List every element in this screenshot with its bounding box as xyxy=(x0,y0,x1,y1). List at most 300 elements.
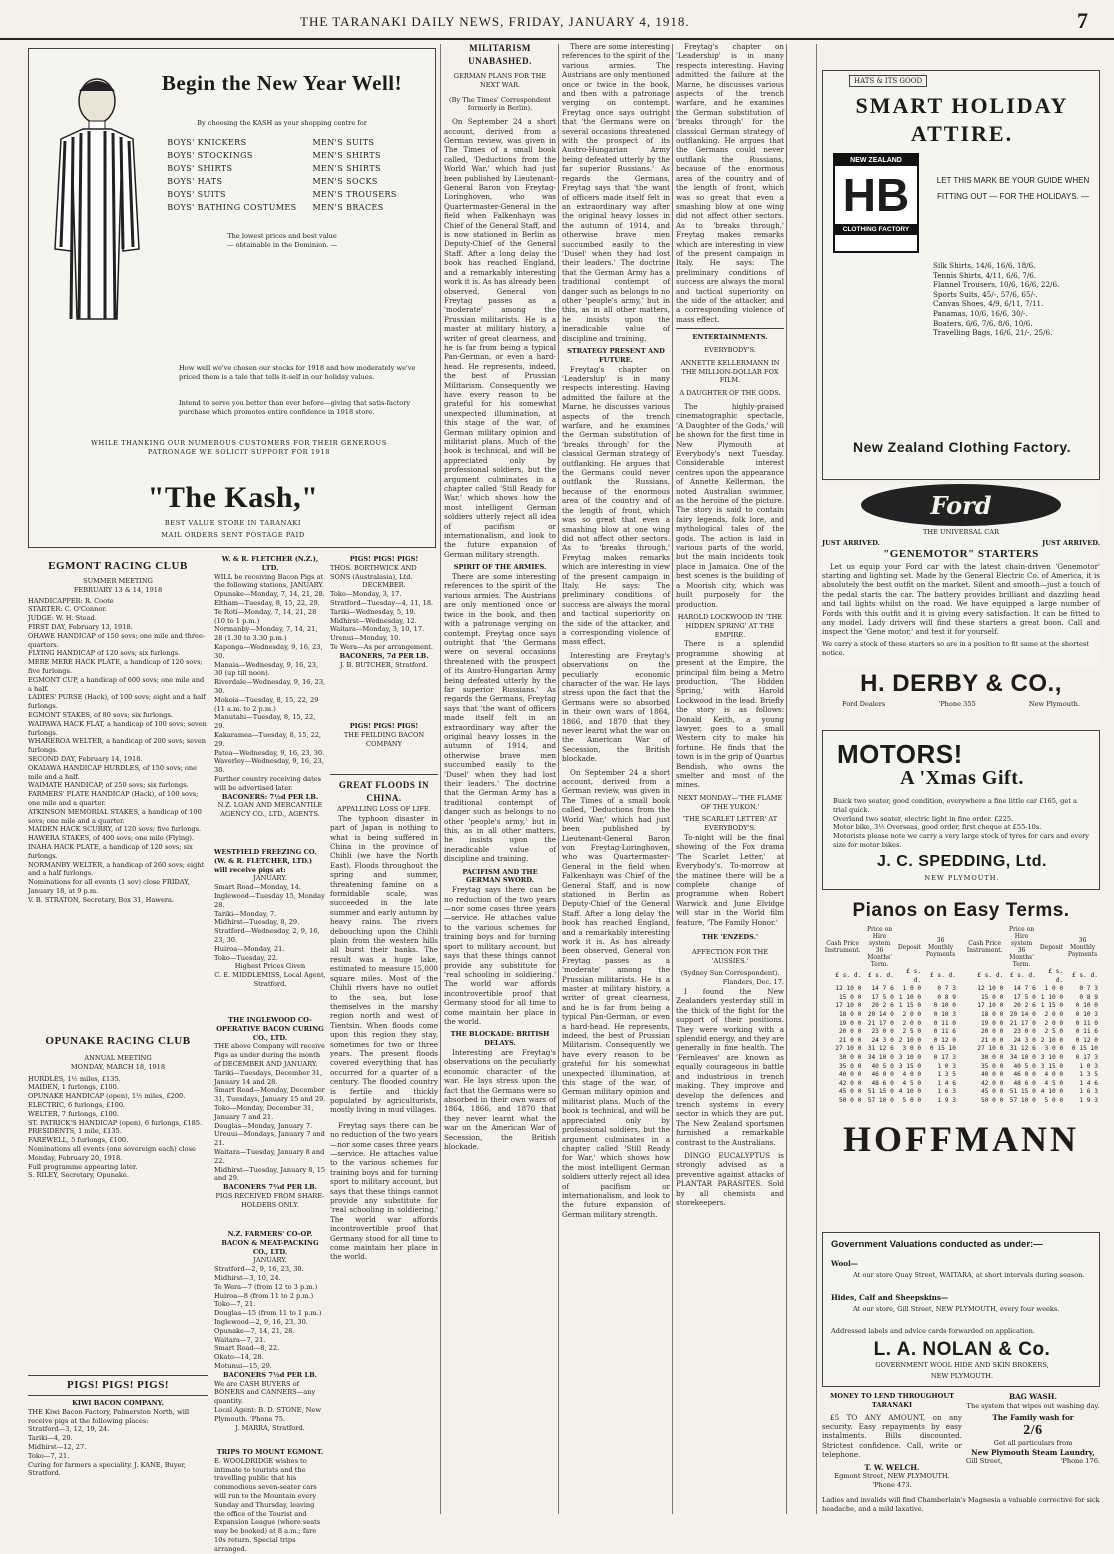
piano-price-cell: 3 10 0 xyxy=(898,1053,922,1061)
piano-col-head: Cash Price Instrument. xyxy=(824,940,861,954)
piano-price-cell: 1 9 3 xyxy=(1079,1096,1098,1104)
hb-clothing-logo xyxy=(833,153,919,253)
opunake-racing-title: OPUNAKE RACING CLUB xyxy=(45,1035,191,1047)
piano-price-cell: 30 0 0 xyxy=(980,1053,1004,1061)
piano-price-cell: 2 5 0 xyxy=(902,1028,922,1036)
fletcher-text: WILL be receiving Bacon Pigs at the following stations, JANUARY. xyxy=(214,572,324,590)
piano-price-row xyxy=(964,1037,1100,1046)
pacifism-body-2: Freytag says there can be no reduction of the two years—nor some cases three years—service. He attaches value to the various schemes for training boys and for turning sport to military account, but says that these things cannot provide any substitute for 'real schooling in soldiering.' The world war affords incontrovertible proof that Germany stood for all time to come maintain her place in the world. xyxy=(444,885,556,1026)
piano-price-cell: 14 7 6 xyxy=(1013,985,1036,993)
piano-price-cell: 0 15 10 xyxy=(1071,1045,1098,1053)
piano-price-cell: 0 8 9 xyxy=(937,993,956,1001)
pacifism-body: Freytag says there can be no reduction of the two years—nor some cases three years—service. He attaches value to the various schemes for training boys and for turning sport to military account, but says that these things cannot provide any substitute for 'real schooling in soldiering.' The world war affords incontrovertible proof that Germany stood for all time to come maintain her place in the world. xyxy=(330,1120,438,1262)
piano-price-table-right xyxy=(964,926,1100,1106)
piano-price-cell: 1 6 3 xyxy=(1079,1088,1098,1096)
egmont-trips-title: TRIPS TO MOUNT EGMONT. xyxy=(216,1448,324,1456)
piano-price-cell: 51 15 0 xyxy=(867,1088,894,1096)
militarism-byline: (By The Times' Correspondent formerly in Berlin). xyxy=(449,95,551,113)
list-item: Opunake—7, 14, 21, 28. xyxy=(214,1326,295,1335)
piano-price-cell: 14 7 6 xyxy=(871,985,894,993)
just-arrived-left: JUST ARRIVED. xyxy=(822,538,880,547)
piano-col-head: Cash Price Instrument. xyxy=(966,940,1003,954)
piano-price-cell: 45 0 0 xyxy=(838,1088,862,1096)
product-item: BOYS' SUITS xyxy=(167,189,226,199)
valuations-title: Government Valuations conducted as under:— xyxy=(831,1239,1043,1250)
list-item: Panamas, 10/6, 16/6, 30/-. xyxy=(933,308,1028,318)
flanders-date: Flanders, Dec. 17. xyxy=(722,978,784,987)
feilding-text: THE FEILDING BACON COMPANY xyxy=(343,730,425,748)
piano-price-cell: 3 10 0 xyxy=(1040,1053,1064,1061)
list-item: WAIPAWA HACK FLAT, a handicap of 100 sovs; seven furlongs. xyxy=(28,719,207,737)
nz-farmers-dates xyxy=(214,1265,326,1371)
piano-price-row xyxy=(964,1020,1100,1029)
piano-price-cell: 1 0 0 xyxy=(1044,985,1064,993)
piano-price-row xyxy=(822,1045,958,1054)
piano-price-cell: 31 12 6 xyxy=(867,1045,894,1053)
product-item: BOYS' STOCKINGS xyxy=(167,150,253,160)
piano-price-cell: £ s. d. xyxy=(906,968,922,984)
list-item: Normanby—Monday, 7, 14, 21, 28 (1.30 to 3.30 p.m.) xyxy=(214,625,318,643)
piano-price-cell: 19 0 0 xyxy=(980,1019,1004,1027)
piano-price-row xyxy=(822,1037,958,1046)
piano-price-cell: 30 0 0 xyxy=(838,1053,862,1061)
piano-price-row xyxy=(822,1011,958,1020)
list-item: EGMONT STAKES, of 80 sovs; six furlongs. xyxy=(28,710,173,719)
piano-price-cell: 45 0 0 xyxy=(980,1088,1004,1096)
nz-farmers-name: J. MARRA, Stratford. xyxy=(235,1423,305,1432)
kiwi-bacon-text: THE Kiwi Bacon Factory, Palmerston North, will receive pigs at the following places: xyxy=(28,1407,190,1425)
bagwash-title: BAG WASH. xyxy=(1009,1392,1057,1401)
strategy-body: Freytag's chapter on 'Leadership' is in many respects interesting. Having admitted the failure at the Marne, he discusses various aspects of the trench warfare, and he examines the German substitution of 'breaks through' for the classical German strategy of outflanking. He argues that the Germans could never outflank the Russians, because of the enormous area of the country and of the length of front, which was so great that even a smashing blow at one wing did not affect other sectors. As to 'breaks through,' Freytag makes remarks which are interesting in view of the present campaign in Italy. He says: The preliminary conditions of success are always the moral and tactical superiority on the side of the attacker, and a corresponding violence of mass effect. xyxy=(562,364,670,647)
list-item: Midhirst—Tuesday, 8, 29. xyxy=(214,918,300,927)
piano-price-cell: 0 11 6 xyxy=(933,1028,956,1036)
product-item: BOYS' HATS xyxy=(167,176,223,186)
list-item: Stratford—Tuesday—4, 11, 18. xyxy=(330,598,434,607)
list-item: FARMERS' PLATE HANDICAP (Hack), of 100 sovs; one mile and a quarter. xyxy=(28,790,199,807)
piano-price-cell: 20 14 0 xyxy=(1009,1010,1036,1018)
piano-col-head: Price on Hire system 36 Months' Term. xyxy=(1008,926,1035,968)
ford-logo-text: Ford xyxy=(930,490,992,520)
piano-price-cell: 1 0 3 xyxy=(1079,1062,1098,1070)
spedding-motors-ad xyxy=(822,730,1100,890)
list-item: Waitara—Monday, 3, 10, 17. xyxy=(330,625,425,634)
piano-col-head: Price on Hire system 36 Months' Term. xyxy=(866,926,893,968)
sydney-head: (Sydney Sun Correspondent). xyxy=(680,969,780,978)
spirit-body-continued: There are some interesting references to the spirit of the various armies. The Austrians are only mentioned once or twice in the book, and then with a patronage verging on contempt. Freytag once says outright that 'the Germans were on several occasions threatened with the prospect of its Austro-Hungarian Army being defeated utterly by the far superior Russians.' As regards the Germans, Freytag says that 'the want of officers made itself felt in an extraordinary way after the original heavy losses in the autumn of 1914, and otherwise brave men succumbed easily to the 'Dusel' when they had lost their leaders.' The doctrine that the German Army has a traditional contempt of danger such as belongs to no other 'people's army,' but in this, as in all other matters, he insists upon the ineradicable value of discipline and training. xyxy=(562,42,670,343)
piano-col-head: Deposit xyxy=(897,943,922,951)
list-item: Manutahi—Tuesday, 8, 15, 22, 29. xyxy=(214,713,316,731)
bagwash-get: Get all particulars from xyxy=(993,1438,1073,1447)
list-item: Stratford—2, 9, 16, 23, 30. xyxy=(214,1265,304,1274)
derby-agents: Ford Dealers xyxy=(842,700,886,708)
nolan-valuations-ad xyxy=(822,1232,1100,1387)
chamberlain-notice: Ladies and invalids will find Chamberlain's Magnesia a valuable corrective for sick headache, and a mild laxative. xyxy=(822,1496,1100,1513)
piano-price-cell: 1 10 0 xyxy=(1040,993,1064,1001)
militarism-article xyxy=(444,42,556,1512)
piano-price-cell: 2 0 0 xyxy=(1044,1019,1064,1027)
piano-price-cell: 0 10 0 xyxy=(933,1002,956,1010)
piano-price-cell: 5 0 0 xyxy=(902,1096,922,1104)
motors-list xyxy=(833,797,1091,850)
product-item: MEN'S SHIRTS xyxy=(312,163,381,173)
piano-price-row xyxy=(822,1080,958,1089)
piano-price-cell: 12 10 0 xyxy=(835,985,862,993)
piano-price-cell: 4 0 0 xyxy=(1044,1071,1064,1079)
list-item: Urenui—Monday, 10. xyxy=(330,634,401,643)
product-item: MEN'S TROUSERS xyxy=(312,189,397,199)
list-item: Waitara—Tuesday, January 8 and 22. xyxy=(214,1147,325,1165)
borthwick-agent: J. B. BUTCHER, Stratford. xyxy=(340,660,428,669)
money-addr: Egmont Street, NEW PLYMOUTH. xyxy=(834,1472,950,1481)
westfield-ad xyxy=(214,848,326,1013)
list-item: Inglewood—2, 9, 16, 23, 30. xyxy=(214,1317,308,1326)
inglewood-dates xyxy=(214,1069,326,1183)
piano-price-cell: 46 0 0 xyxy=(871,1071,894,1079)
kash-prices: The lowest prices and best value xyxy=(227,231,337,240)
list-item: Waverley—Wednesday, 9, 16, 23, 30. xyxy=(214,757,324,775)
bagwash-addr: Gill Street, xyxy=(966,1457,1003,1466)
piano-price-row xyxy=(822,1063,958,1072)
kash-intro: By choosing the KASH as your shopping centre for xyxy=(197,119,367,127)
list-item: ATKINSON MEMORIAL STAKES, a handicap of 100 sovs; one mile and a quarter. xyxy=(28,807,202,825)
list-item: Toko—7, 21. xyxy=(214,1300,256,1309)
piano-price-cell: 23 0 0 xyxy=(871,1028,894,1036)
piano-price-cell: 3 0 0 xyxy=(902,1045,922,1053)
bagwash-wash: The Family wash for xyxy=(992,1413,1074,1423)
entertainment-body: The highly-praised cinematographic spectacle, 'A Daughter of the Gods,' will be shown for the first time in New Plymouth at Everybody's next Tuesday. Considerable interest centres upon the appearance of Annette Kellerman, the noted Australian swimmer, as the heroine of the picture. The story is said to contain fairy legends, folk lore, and mythological tales of the gods. The action is laid in various parts of the world, but the main incidents took place in Jamaica. One of the best scenes is the building of a Moorish city, which was built purposely for the production. xyxy=(676,401,784,609)
list-item: INAHA HACK PLATE, a handicap of 120 sovs; six furlongs. xyxy=(28,842,193,860)
piano-price-cell: 40 0 0 xyxy=(838,1071,862,1079)
piano-price-cell: 17 5 0 xyxy=(1013,993,1036,1001)
blockade-body: Interesting are Freytag's observations on the peculiarly economic character of the war. He lays stress upon the fact that the Germans were so absorbed in their own wars of 1864, 1866, and 1870 that they never learnt what the war on the American War of Secession, the British blockade. xyxy=(444,1047,556,1152)
list-item: Motor bike, 3½ Overseas, good order, first cheque at £55-10s. xyxy=(833,823,1042,832)
piano-price-cell: 20 0 0 xyxy=(838,1028,862,1036)
egmont-meeting: SUMMER MEETING xyxy=(83,577,153,585)
hb-logo-mark: HB xyxy=(842,169,910,221)
column-rule xyxy=(440,44,441,1514)
piano-price-cell: 17 10 0 xyxy=(977,1002,1004,1010)
piano-price-row xyxy=(822,968,958,985)
piano-price-cell: 18 0 0 xyxy=(838,1010,862,1018)
piano-price-row xyxy=(964,1045,1100,1054)
piano-price-cell: 1 6 3 xyxy=(937,1088,956,1096)
scarlet-head: 'THE SCARLET LETTER' AT EVERYBODY'S. xyxy=(682,815,778,833)
egmont-trips-ad xyxy=(214,1448,326,1553)
spirit-head: SPIRIT OF THE ARMIES. xyxy=(453,563,547,572)
egmont-trips-text: E. WOOLDRIDGE wishes to intimate to tourists and the travelling public that his commodious seven-seater cars will run to the Mountain every Sunday and Thursday, leaving the office of the Tourist and Expansion League (where seats may be booked) at 8 a.m.; fare 10s return. Special trips arranged. xyxy=(214,1456,321,1553)
list-item: EGMONT CUP, a handicap of 600 sovs; one mile and a half. xyxy=(28,675,205,693)
list-item: V. B. STRATON, Secretary, Box 31, Hawera. xyxy=(28,895,175,904)
piano-price-cell: 21 17 0 xyxy=(867,1019,894,1027)
piano-price-row xyxy=(822,994,958,1003)
inglewood-ad xyxy=(214,1016,326,1226)
fletcher-footer: Further country receiving dates will be advertised later. xyxy=(214,774,322,792)
piano-price-cell: 21 17 0 xyxy=(1009,1019,1036,1027)
list-item: MAIDEN, 1 furlongs, £100. xyxy=(28,1083,119,1092)
piano-price-cell: 4 0 0 xyxy=(902,1071,922,1079)
list-item: JUDGE: W. H. Stead. xyxy=(28,614,97,623)
piano-price-row xyxy=(964,1002,1100,1011)
list-item: Buick two seater, good condition, everywhere a fine little car £165, get a trial quick. xyxy=(833,797,1077,814)
piano-price-cell: 12 10 0 xyxy=(977,985,1004,993)
piano-price-cell: 1 3 5 xyxy=(937,1071,956,1079)
strategy-body-continued: Interesting are Freytag's observations on the peculiarly economic character of the war. He lays stress upon the fact that the Germans were so absorbed in their own wars of 1864, 1866, and 1870 that they never learnt what the war on the American War of Secession, the British blockade. xyxy=(562,650,670,764)
westfield-title: WESTFIELD FREEZING CO. (W. & R. FLETCHER, LTD.) will receive pigs at: xyxy=(214,848,317,874)
nolan-town: NEW PLYMOUTH. xyxy=(930,1372,994,1380)
list-item: MERE MERE HACK PLATE, a handicap of 120 sovs; five furlongs. xyxy=(28,658,203,675)
inglewood-title: THE INGLEWOOD CO-OPERATIVE BACON CURING CO., LTD. xyxy=(216,1016,324,1042)
derby-phone: 'Phone 355 xyxy=(938,700,976,708)
piano-price-cell: 42 0 0 xyxy=(838,1079,862,1087)
man-in-striped-coat-illustration xyxy=(39,69,149,339)
egmont-race-list xyxy=(28,597,208,905)
list-item: Tennis Shirts, 4/11, 6/6, 7/6. xyxy=(933,270,1037,280)
list-item: Okato—14, 28. xyxy=(214,1353,264,1362)
nz-farmers-title: N.Z. FARMERS' CO-OP. BACON & MEAT-PACKING CO., LTD. xyxy=(221,1230,319,1256)
page-number: 7 xyxy=(1077,8,1088,33)
list-item: LADIES' PURSE (Hack), of 100 sovs; eight and a half furlongs. xyxy=(28,693,206,711)
piano-price-row xyxy=(964,1063,1100,1072)
dingo-ad: DINGO EUCALYPTUS is strongly advised as a preventive against attacks of PLANTAR PARASITES. Sold by all chemists and storekeepers. xyxy=(676,1150,784,1207)
list-item: Douglas—15 (from 11 to 1 p.m.) xyxy=(214,1309,322,1318)
strategy-body-extra: On September 24 a short account, derived from a German review, was given in The Times of a small book called, 'Deductions from the World War,' which had just been published by Lieutenant-General Baron von Freytag-Loringhoven, who was Quartermaster-General in the field when Falkenhayn was Chief of the General Staff, and is now stationed in Berlin as Deputy-Chief of the General Staff. After a long delay the book has reached England, and a remarkably interesting work it is. As has already been observed, General von Freytag passes as a 'moderate' among the Prussian militarists. He is a master at military history, a writer of great clearness, and he is far from being a typical Pan-German, or even a hard-head. He represents, indeed, the best of Prussian Militarism. Consequently we have every reason to be grateful for his somewhat unexpected illumination, at this stage of the war, of German military opinion and militarist plans. Much of the book is technical, and will be appreciated only by professional soldiers, but the argument culminates in a chapter called 'Still Ready for War,' which shows how the most intelligent German soldiers utterly reject all idea of pacifism or internationalism, and look to the future expansion of German military strength. xyxy=(562,767,670,1219)
piano-price-cell: 0 8 9 xyxy=(1079,993,1098,1001)
piano-price-cell: 17 5 0 xyxy=(871,993,894,1001)
list-item: Te Roti—Monday, 7, 14, 21, 28 (10 to 1 p.m.) xyxy=(214,607,317,625)
list-item: Kakaramea—Tuesday, 8, 15, 22, 29. xyxy=(214,730,322,748)
floods-sub: APPALLING LOSS OF LIFE. xyxy=(337,805,431,813)
aussies-head: AFFECTION FOR THE 'AUSSIES.' xyxy=(691,947,769,965)
piano-price-cell: 46 0 0 xyxy=(1013,1071,1036,1079)
nz-farmers-ad xyxy=(214,1230,326,1445)
piano-price-cell: 0 17 3 xyxy=(933,1053,956,1061)
list-item: MAIDEN HACK SCURRY, of 120 sovs; five furlongs. xyxy=(28,825,202,834)
egmont-dates: FEBRUARY 13 & 14, 1918 xyxy=(73,585,163,594)
borthwick-month: DECEMBER. xyxy=(362,581,406,590)
money-title: MONEY TO LEND THROUGHOUT TARANAKI xyxy=(829,1392,955,1409)
just-arrived-right: JUST ARRIVED. xyxy=(1042,538,1100,547)
piano-price-cell: 31 12 6 xyxy=(1009,1045,1036,1053)
piano-price-cell: 51 15 0 xyxy=(1009,1088,1036,1096)
lockwood-body: There is a splendid programme showing at present at the Empire, the principal film being a Metro production, 'The Hidden Spring,' with Harold Lockwood in the lead. Briefly the story is as follows: Donald Keith, a young lawyer, goes to a small Western city to make his fortune. He finds that the town is in the grip of Quartus Bendish, who owns the smelter and most of the mines. xyxy=(676,639,784,790)
money-to-lend-ad xyxy=(822,1392,962,1492)
fletcher-dates xyxy=(214,590,326,775)
piano-price-row xyxy=(964,1028,1100,1037)
piano-price-cell: 3 0 0 xyxy=(1044,1045,1064,1053)
kash-sub-1: BEST VALUE STORE IN TARANAKI xyxy=(164,519,302,527)
nolan-name: L. A. NOLAN & Co. xyxy=(873,1339,1051,1360)
piano-price-row xyxy=(964,985,1100,994)
list-item: STARTER: C. O'Connor. xyxy=(28,605,107,614)
holiday-price-list xyxy=(933,261,1093,338)
list-item: Ureuui—Mondays, January 7 and 21. xyxy=(214,1130,325,1148)
borthwick-dates xyxy=(330,590,438,652)
piano-price-row xyxy=(964,994,1100,1003)
militarism-sub: GERMAN PLANS FOR THE NEXT WAR. xyxy=(453,72,547,89)
list-item: Tariki—Wednesday, 5, 19. xyxy=(330,607,416,616)
westfield-prices: Highest Prices Given xyxy=(234,962,306,971)
piano-price-cell: £ s. d. xyxy=(867,972,894,980)
list-item: Tariki—4, 20. xyxy=(28,1434,73,1443)
derby-name: H. DERBY & CO., xyxy=(860,670,1062,697)
list-item: Midhirst—Wednesday, 12. xyxy=(330,616,417,625)
piano-price-row xyxy=(964,1088,1100,1097)
column-rule xyxy=(786,44,787,1514)
piano-price-row xyxy=(822,1071,958,1080)
piano-price-cell: 48 6 0 xyxy=(871,1079,894,1087)
inglewood-baconers: BACONERS 7¾d PER LB. xyxy=(223,1183,317,1192)
piano-price-cell: £ s. d. xyxy=(977,972,1004,980)
piano-price-cell: 0 12 0 xyxy=(1075,1036,1098,1044)
product-item: BOYS' BATHING COSTUMES xyxy=(167,202,297,212)
list-item: Nominations for all events (1 sov) close FRIDAY, January 18, at 9 p.m. xyxy=(28,878,190,895)
enzeds-body: I found the New Zealanders yesterday still in the thick of the fight for the support of their positions. They were working with a splendid energy, and they are generally in fine health. The 'Fernleaves' are known as equally courageous in battle and industrious in trench making. They improve and develop the defences and trench systems in every sector in which they are put. The New Zealand sportsmen furnished a remarkable contrast to the Australians. xyxy=(676,987,784,1147)
inglewood-footer: PIGS RECEIVED FROM SHARE-HOLDERS ONLY. xyxy=(215,1191,325,1209)
motors-sub: A 'Xmas Gift. xyxy=(900,767,1024,789)
list-item: Tariki—Monday, 7. xyxy=(214,909,277,918)
egmont-racing-title: EGMONT RACING CLUB xyxy=(48,560,188,572)
piano-price-cell: 24 3 0 xyxy=(1013,1036,1036,1044)
piano-price-cell: 34 10 0 xyxy=(1009,1053,1036,1061)
fletcher-title: W. & R. FLETCHER (N.Z.), LTD. xyxy=(221,555,319,572)
kellermann-head: ANNETTE KELLERMANN IN THE MILLION-DOLLAR FOX FILM. xyxy=(680,358,780,385)
list-item: Toko—Tuesday, 22. xyxy=(214,953,279,962)
list-item: Toko—Monday, December 31, January 7 and 21. xyxy=(214,1103,314,1121)
opunake-racing-column xyxy=(28,1035,208,1255)
piano-price-cell: 2 10 0 xyxy=(1040,1036,1064,1044)
product-item: MEN'S SHIRTS xyxy=(312,150,381,160)
list-item: Smart Road—Monday, December 31, Tuesdays, January 15 and 29. xyxy=(214,1086,326,1104)
column-rule xyxy=(672,44,673,1514)
piano-price-cell: 0 10 3 xyxy=(933,1010,956,1018)
piano-col-head: Deposit xyxy=(1039,943,1064,951)
piano-price-cell: 42 0 0 xyxy=(980,1079,1004,1087)
piano-price-cell: 1 3 5 xyxy=(1079,1071,1098,1079)
opunake-race-list xyxy=(28,1075,208,1181)
piano-price-cell: 0 11 6 xyxy=(1075,1028,1098,1036)
list-item: SECOND DAY, February 14, 1918. xyxy=(28,754,143,763)
piano-price-cell: 21 0 0 xyxy=(980,1036,1004,1044)
borthwick-baconers: BACONERS, 7d PER LB. xyxy=(339,651,429,660)
piano-price-cell: £ s. d. xyxy=(835,972,862,980)
piano-price-cell: 20 2 6 xyxy=(1013,1002,1036,1010)
valuations-wool-text: At our store Quay Street, WAITARA, at short intervals during season. xyxy=(853,1271,1085,1279)
column-rule xyxy=(816,44,817,1514)
piano-price-cell: 40 0 0 xyxy=(980,1071,1004,1079)
list-item: Canvas Shoes, 4/9, 6/11, 7/11. xyxy=(933,299,1044,309)
militarism-title: MILITARISM UNABASHED. xyxy=(468,43,532,66)
next-monday: NEXT MONDAY—'THE FLAME OF THE YUKON.' xyxy=(677,793,783,811)
piano-price-cell: 1 4 6 xyxy=(937,1079,956,1087)
piano-price-cell: 24 3 0 xyxy=(871,1036,894,1044)
piano-price-cell: 4 5 0 xyxy=(1044,1079,1064,1087)
holiday-footer: New Zealand Clothing Factory. xyxy=(852,439,1072,455)
list-item: Te Wera—7 (from 12 to 3 p.m.) xyxy=(214,1282,318,1291)
piano-price-cell: 19 0 0 xyxy=(838,1019,862,1027)
list-item: FAREWELL, 5 furlongs, £100. xyxy=(28,1136,129,1145)
hoffmann-maker: HOFFMANN xyxy=(843,1118,1079,1159)
pianos-ad xyxy=(822,900,1100,1230)
list-item: WELTER, 7 furlongs, £100. xyxy=(28,1109,119,1118)
list-item: Midhirst—3, 10, 24. xyxy=(214,1273,281,1282)
piano-price-cell: 27 10 0 xyxy=(835,1045,862,1053)
piano-price-cell: 0 15 10 xyxy=(929,1045,956,1053)
list-item: Patea—Wednesday, 9, 16, 23, 30. xyxy=(214,748,325,757)
piano-price-cell: 0 10 3 xyxy=(1075,1010,1098,1018)
lockwood-head: HAROLD LOCKWOOD IN 'THE HIDDEN SPRING' AT THE EMPIRE. xyxy=(677,612,783,639)
hb-logo-bottom: CLOTHING FACTORY xyxy=(835,224,917,235)
westfield-month: JANUARY. xyxy=(253,874,287,883)
pigs2-heading: PIGS! PIGS! PIGS! xyxy=(349,555,419,563)
valuations-note: Addressed labels and advice cards forwarded on application. xyxy=(831,1327,1035,1335)
borthwick-text: THOS. BORTHWICK AND SONS (Australasia), Ltd. xyxy=(330,563,417,581)
list-item: Manaia—Wednesday, 9, 16, 23, 30 (up till noon). xyxy=(214,660,319,678)
product-item: BOYS' KNICKERS xyxy=(167,137,247,147)
list-item: Sports Suits, 45/-, 57/6, 65/-. xyxy=(933,289,1038,299)
piano-price-cell: 15 0 0 xyxy=(980,993,1004,1001)
list-item: Boaters, 6/6, 7/6, 8/6, 10/6. xyxy=(933,318,1033,328)
piano-price-cell: 3 15 0 xyxy=(1040,1062,1064,1070)
list-item: HAWERA STAKES, of 400 sovs; one mile (Flying). xyxy=(28,834,195,843)
kiwi-bacon-dates xyxy=(28,1425,208,1460)
list-item: Kaponga—Wednesday, 9, 16, 23, 30. xyxy=(214,642,323,660)
piano-price-row xyxy=(822,1028,958,1037)
piano-price-cell: 3 15 0 xyxy=(898,1062,922,1070)
holiday-attire-ad xyxy=(822,70,1100,480)
kash-obtainable: — obtainable in the Dominion. — xyxy=(226,240,338,249)
list-item: ST. PATRICK'S HANDICAP (open), 6 furlongs, £185. xyxy=(28,1118,203,1127)
list-item: Toko—Monday, 3, 17. xyxy=(330,590,402,599)
list-item: Silk Shirts, 14/6, 16/6, 18/6. xyxy=(933,261,1036,270)
piano-price-cell: 40 5 0 xyxy=(871,1062,894,1070)
enzeds-head: THE 'ENZEDS.' xyxy=(702,933,758,942)
militarism-body: On September 24 a short account, derived from a German review, was given in The Times of a small book called, 'Deductions from the World War,' which had just been published by Lieutenant-General Baron von Freytag-Loringhoven, who was Quartermaster-General in the field when Falkenhayn was Chief of the General Staff, and is now stationed in Berlin as Deputy-Chief of the General Staff. After a long delay the book has reached England, and a remarkably interesting work it is. As has already been observed, General von Freytag passes as a 'moderate' among the Prussian militarists. He is a master at military history, a writer of great clearness, and he is far from being a typical Pan-German, or even a hard-head. He represents, indeed, the best of Prussian Militarism. Consequently we have every reason to be grateful for his somewhat unexpected illumination, at this stage of the war, of German military opinion and militarist plans. Much of the book is technical, and will be appreciated only by professional soldiers, but the argument culminates in a chapter called 'Still Ready for War,' which shows how the most intelligent German soldiers utterly reject all idea of pacifism or internationalism, and look to the future expansion of German military strength. xyxy=(444,117,556,559)
everybodys-head: EVERYBODY'S. xyxy=(704,345,756,354)
nolan-role: GOVERNMENT WOOL HIDE AND SKIN BROKERS, xyxy=(875,1361,1049,1369)
list-item: Midhirst—12, 27. xyxy=(28,1442,87,1451)
piano-price-cell: 5 0 0 xyxy=(1044,1096,1064,1104)
pianos-title: Pianos on Easy Terms. xyxy=(852,900,1070,921)
list-item: Eltham—Tuesday, 8, 15, 22, 29. xyxy=(214,598,320,607)
spirit-body: There are some interesting references to the spirit of the various armies. The Austrians are only mentioned once or twice in the book, and then with a patronage verging on contempt. Freytag once says outright that 'the Germans were on several occasions threatened with the prospect of its Austro-Hungarian Army being defeated utterly by the far superior Russians.' As regards the Germans, Freytag says that 'the want of officers made itself felt in an extraordinary way after the original heavy losses in the autumn of 1914, and otherwise brave men succumbed easily to the 'Dusel' when they had lost their leaders.' The doctrine that the German Army has a traditional contempt of danger such as belongs to no other 'people's army,' but in this, as in all other matters, he insists upon the ineradicable value of discipline and training. xyxy=(444,572,556,864)
newspaper-title: THE TARANAKI DAILY NEWS, FRIDAY, JANUARY 4, 1918. xyxy=(300,14,690,29)
list-item: HANDICAPPER: R. Coote xyxy=(28,596,114,605)
ford-logo-sub: THE UNIVERSAL CAR xyxy=(922,528,1000,536)
list-item: Opunake—Monday, 7, 14, 21, 28. xyxy=(214,590,325,599)
piano-price-cell: 35 0 0 xyxy=(838,1062,862,1070)
piano-price-row xyxy=(822,1020,958,1029)
egmont-racing-column xyxy=(28,560,208,904)
piano-price-row xyxy=(822,1097,958,1106)
bagwash-firm: New Plymouth Steam Laundry, xyxy=(971,1447,1095,1457)
nz-farmers-month: JANUARY. xyxy=(253,1256,287,1265)
list-item: Travelling Bags, 16/6, 21/-, 25/6. xyxy=(933,328,1053,338)
piano-col-head: 36 Monthly Payments xyxy=(1067,936,1098,958)
piano-price-cell: 20 14 0 xyxy=(867,1010,894,1018)
money-name: T. W. WELCH. xyxy=(864,1462,920,1472)
piano-price-cell: 4 10 0 xyxy=(898,1088,922,1096)
masthead xyxy=(0,0,1114,40)
piano-price-cell: 4 5 0 xyxy=(902,1079,922,1087)
piano-price-cell: 20 0 0 xyxy=(980,1028,1004,1036)
product-item: MEN'S SOCKS xyxy=(312,176,378,186)
list-item: Flannel Trousers, 10/6, 16/6, 22/6. xyxy=(933,280,1060,290)
list-item: FIRST DAY, February 13, 1918. xyxy=(28,622,133,631)
kash-body-1: How well we've chosen our stocks for 1918 and how moderately we've priced them is a tale that tells it-self in our holiday values. xyxy=(179,364,416,381)
westfield-agent: C. E. MIDDLEMISS, Local Agent, Stratford. xyxy=(214,971,326,988)
kiwi-bacon-ad xyxy=(28,1372,208,1512)
piano-price-cell: 0 11 0 xyxy=(933,1019,956,1027)
